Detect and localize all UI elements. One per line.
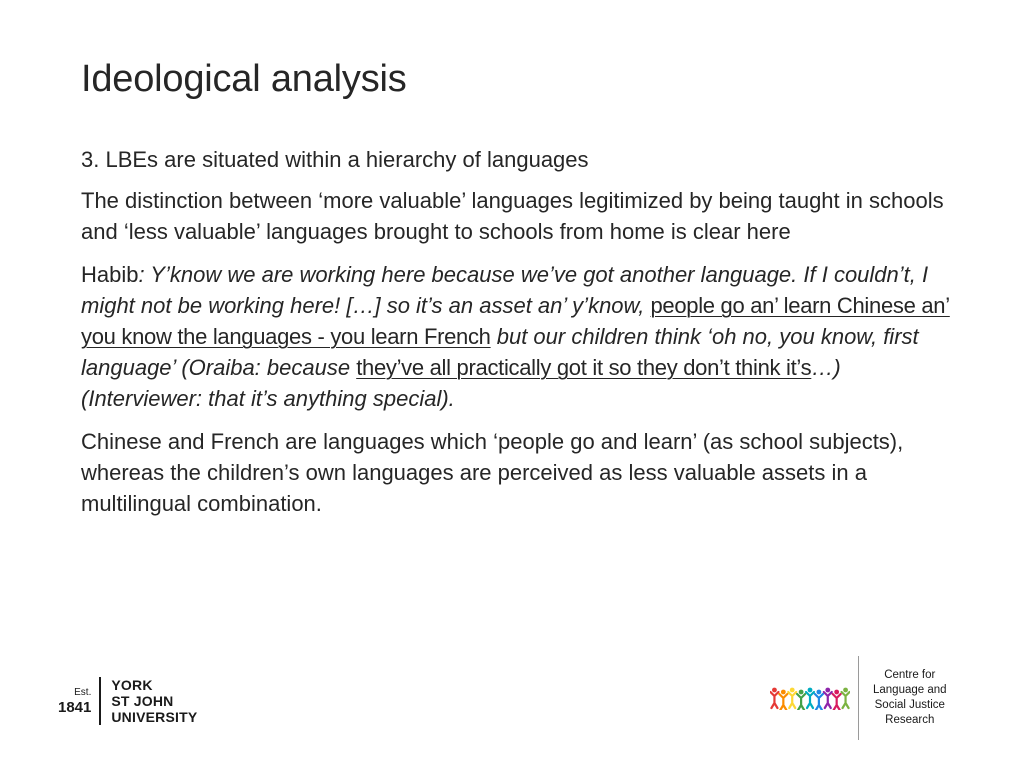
- people-figures-icon: [770, 686, 850, 710]
- paragraph-conclusion: Chinese and French are languages which ‘people go and learn’ (as school subjects), whereas the children’s own languages are perceived as less valuable assets in a multilingual combination.: [81, 429, 904, 516]
- centre-logo: [770, 656, 947, 740]
- figure-person: [779, 690, 787, 710]
- centre-name: [873, 668, 947, 728]
- ysj-name-line-2: ST JOHN: [111, 693, 174, 709]
- figure-person: [797, 690, 805, 710]
- centre-line-2: Language and: [873, 684, 947, 696]
- figure-person: [815, 690, 823, 710]
- ysj-est-label: Est.: [74, 686, 92, 698]
- figure-person: [833, 690, 841, 710]
- figure-person: [770, 688, 778, 708]
- centre-line-4: Research: [885, 714, 935, 726]
- point-heading: 3. LBEs are situated within a hierarchy of languages: [81, 147, 589, 172]
- ysj-name-line-3: UNIVERSITY: [111, 709, 198, 725]
- quote-emphasis-1: people go an’ learn Chinese an’ you know the languages - you learn French: [81, 293, 950, 349]
- centre-line-3: Social Justice: [874, 699, 945, 711]
- figure-person: [842, 688, 850, 708]
- figure-person: [788, 688, 796, 708]
- paragraph-distinction: The distinction between ‘more valuable’ languages legitimized by being taught in schools and ‘less valuable’ languages brought to schools from home is clear here: [81, 188, 944, 244]
- figure-person: [806, 688, 814, 708]
- ysj-name: [111, 677, 197, 725]
- slide-title: Ideological analysis: [81, 58, 407, 100]
- ysj-established: [58, 677, 101, 725]
- quote-part-2: but our children think ‘oh no, you know, first language’ (Oraiba: because: [81, 324, 919, 380]
- slide-body: [81, 144, 951, 531]
- ysj-est-year: 1841: [58, 698, 92, 716]
- york-st-john-logo: [58, 677, 197, 725]
- quote-part-3: …) (Interviewer: that it’s anything special).: [81, 355, 841, 411]
- figure-person: [824, 688, 832, 708]
- centre-line-1: Centre for: [884, 669, 936, 681]
- quote-speaker: Habib: [81, 262, 139, 287]
- ysj-name-line-1: YORK: [111, 677, 153, 693]
- quote-emphasis-2: they’ve all practically got it so they don’t think it’s: [356, 355, 812, 380]
- quote-part-1: : Y’know we are working here because we’ve got another language. If I couldn’t, I might not be working here! […] so it’s an asset an’ y’know,: [81, 262, 929, 318]
- interview-quote: [81, 259, 951, 414]
- logo-divider: [858, 656, 859, 740]
